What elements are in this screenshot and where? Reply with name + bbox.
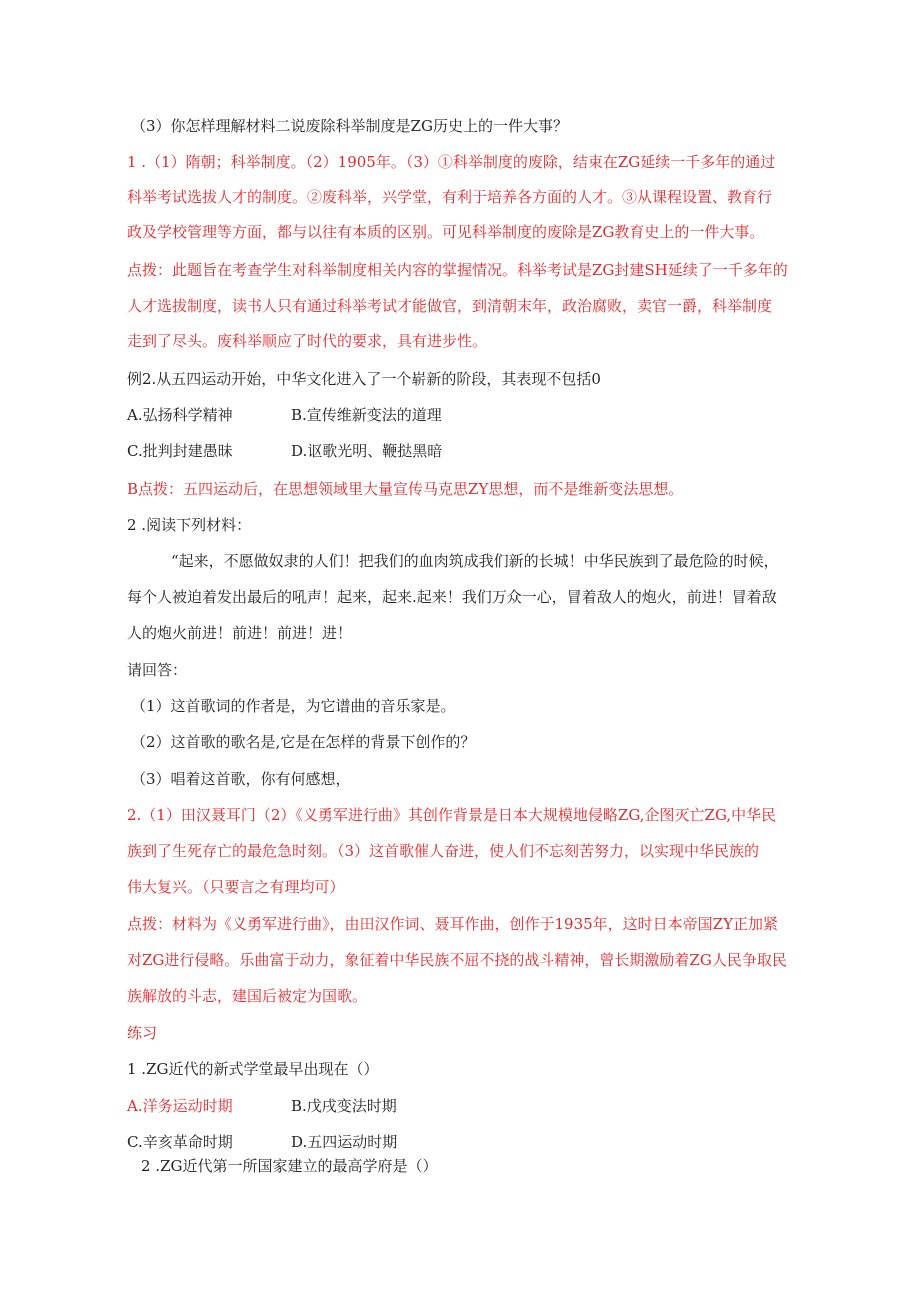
lyrics-line-1: “起来，不愿做奴隶的人们！把我们的血肉筑成我们新的长城！中华民族到了最危险的时候， [171,552,779,570]
practice-heading: 练习 [127,1024,158,1042]
hint-1-line-3: 走到了尽头。废科举顺应了时代的要求，具有进步性。 [127,332,488,350]
practice-1-option-a: A.洋务运动时期 [127,1097,233,1115]
lyrics-line-3: 人的炮火前进！前进！前进！进！ [127,624,353,642]
lyrics-line-2: 每个人被迫着发出最后的吼声！起来，起来.起来！我们万众一心，冒着敌人的炮火，前进！冒着敌 [127,588,777,606]
answer-2-line-2: 族到了生死存亡的最危急时刻。（3）这首歌催人奋进，使人们不忘刻苦努力，以实现中华民族的 [127,842,760,860]
sub-question-3: （3）唱着这首歌，你有何感想， [131,770,351,788]
practice-question-2: 2 .ZG近代第一所国家建立的最高学府是（） [141,1157,438,1175]
hint-1-line-1: 点拨：此题旨在考查学生对科举制度相关内容的掌握情况。科举考试是ZG封建SH延续了一千多年的 [127,261,788,279]
question-3-prompt: （3）你怎样理解材料二说废除科举制度是ZG历史上的一件大事？ [131,117,568,135]
hint-2-line-2: 对ZG进行侵略。乐曲富于动力，象征着中华民族不屈不挠的战斗精神，曾长期激励着ZG人民争取民 [127,951,787,969]
example-2-option-a: A.弘扬科学精神 [127,406,233,424]
hint-2-line-3: 族解放的斗志，建国后被定为国歌。 [127,987,368,1005]
example-2-question: 例2.从五四运动开始，中华文化进入了一个崭新的阶段，其表现不包括0 [127,370,601,388]
practice-1-option-d: D.五四运动时期 [291,1133,398,1151]
example-2-option-c: C.批判封建愚昧 [127,442,233,460]
practice-1-option-b: B.戊戌变法时期 [291,1097,397,1115]
example-2-option-b: B.宣传维新变法的道理 [291,406,442,424]
example-2-hint: B点拨：五四运动后，在思想领域里大量宣传马克思ZY思想，而不是维新变法思想。 [127,480,684,498]
example-2-option-d: D.讴歌光明、鞭挞黑暗 [291,442,443,460]
sub-question-2: （2）这首歌的歌名是,它是在怎样的背景下创作的？ [131,733,476,751]
question-2-heading: 2 .阅读下列材料： [127,516,252,534]
hint-1-line-2: 人才选拔制度，读书人只有通过科举考试才能做官，到清朝末年，政治腐败，卖官一爵，科举制度 [127,297,773,315]
practice-1-option-c: C.辛亥革命时期 [127,1133,233,1151]
answer-2-line-3: 伟大复兴。（只要言之有理均可） [127,878,345,896]
answer-1-line-3: 政及学校管理等方面，都与以往有本质的区别。可见科举制度的废除是ZG教育史上的一件大事。 [127,223,765,241]
answer-2-line-1: 2.（1）田汉聂耳门（2）《义勇军进行曲》其创作背景是日本大规模地侵略ZG,企图灭亡ZG,中华民 [127,806,777,824]
please-answer: 请回答： [127,661,188,679]
hint-2-line-1: 点拨：材料为《义勇军进行曲》，由田汉作词、聂耳作曲，创作于1935年，这时日本帝国ZY正加紧 [127,915,779,933]
practice-question-1: 1 .ZG近代的新式学堂最早出现在（） [127,1060,379,1078]
answer-1-line-2: 科举考试选拔人才的制度。②废科举，兴学堂，有利于培养各方面的人才。③从课程设置、教育行 [127,188,773,206]
answer-1-line-1: 1 .（1）隋朝；科举制度。（2）1905年。（3）①科举制度的废除，结束在ZG延续一千多年的通过 [127,153,776,171]
sub-question-1: （1）这首歌词的作者是，为它谱曲的音乐家是。 [131,697,456,715]
